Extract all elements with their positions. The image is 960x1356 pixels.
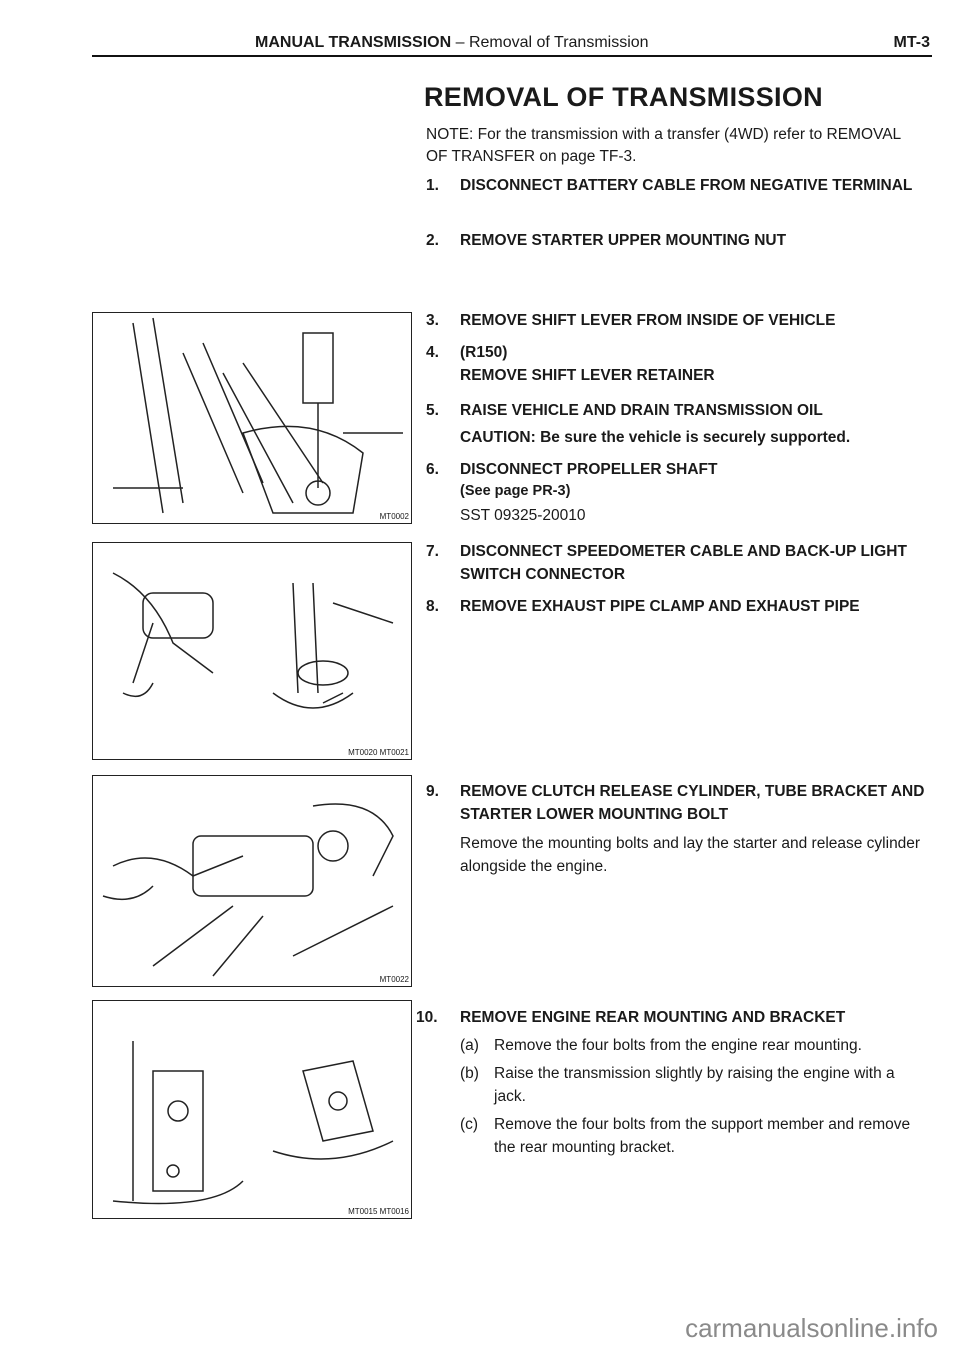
- caution: CAUTION: Be sure the vehicle is securely supported.: [460, 429, 851, 446]
- substep-label: (c): [460, 1116, 479, 1133]
- step-text: DISCONNECT PROPELLER SHAFT: [460, 461, 718, 478]
- step-7: [426, 540, 926, 586]
- substep-text: Remove the four bolts from the engine rear mounting.: [494, 1037, 862, 1054]
- substep-label: (a): [460, 1037, 479, 1054]
- step-text: RAISE VEHICLE AND DRAIN TRANSMISSION OIL: [460, 402, 823, 419]
- substep-b: [460, 1062, 926, 1108]
- note: NOTE: For the transmission with a transfer (4WD) refer to REMOVAL OF TRANSFER on page TF-3.: [426, 126, 901, 165]
- step-4: [426, 341, 926, 387]
- propeller-shaft-illustration: [93, 543, 411, 759]
- step-number: 5.: [426, 402, 439, 419]
- step-paragraph: Remove the mounting bolts and lay the starter and release cylinder alongside the engine.: [460, 835, 921, 875]
- header-rule: [92, 55, 932, 57]
- step-number: 10.: [416, 1009, 438, 1026]
- step-number: 6.: [426, 461, 439, 478]
- running-header: [255, 34, 649, 52]
- step-ref: (See page PR-3): [460, 483, 571, 499]
- figure-caption: MT0015 MT0016: [348, 1207, 409, 1216]
- step-text: DISCONNECT SPEEDOMETER CABLE AND BACK-UP LIGHT SWITCH CONNECTOR: [460, 543, 907, 583]
- step-text: REMOVE EXHAUST PIPE CLAMP AND EXHAUST PIPE: [460, 598, 860, 615]
- sst-number: SST 09325-20010: [460, 507, 586, 524]
- step-text: REMOVE SHIFT LEVER FROM INSIDE OF VEHICLE: [460, 312, 836, 329]
- step-text: DISCONNECT BATTERY CABLE FROM NEGATIVE TERMINAL: [460, 177, 913, 194]
- rear-mounting-illustration: [93, 1001, 411, 1218]
- page-title: REMOVAL OF TRANSMISSION: [424, 82, 823, 112]
- step-3: [426, 309, 926, 332]
- shift-lever-illustration: [93, 313, 411, 523]
- substep-c: [460, 1113, 926, 1159]
- step-number: 3.: [426, 312, 439, 329]
- step-text: REMOVE STARTER UPPER MOUNTING NUT: [460, 232, 787, 249]
- step-6: [426, 458, 926, 527]
- step-number: 1.: [426, 177, 439, 194]
- substep-text: Raise the transmission slightly by raising the engine with a jack.: [494, 1065, 895, 1105]
- step-number: 2.: [426, 232, 439, 249]
- step-8: [426, 595, 926, 618]
- figure-shift-lever: [92, 312, 412, 524]
- step-number: 9.: [426, 783, 439, 800]
- figure-caption: MT0002: [379, 512, 409, 521]
- page-number: MT-3: [893, 34, 930, 51]
- step-number: 7.: [426, 543, 439, 560]
- substep-label: (b): [460, 1065, 479, 1082]
- step-text: REMOVE CLUTCH RELEASE CYLINDER, TUBE BRACKET AND STARTER LOWER MOUNTING BOLT: [460, 783, 925, 823]
- substep-a: [460, 1034, 926, 1057]
- figure-propeller-shaft: [92, 542, 412, 760]
- step-text: (R150): [460, 344, 508, 361]
- step-number: 8.: [426, 598, 439, 615]
- step-text: REMOVE ENGINE REAR MOUNTING AND BRACKET: [460, 1009, 846, 1026]
- figure-caption: MT0022: [379, 975, 409, 984]
- substep-text: Remove the four bolts from the support member and remove the rear mounting bracket.: [494, 1116, 911, 1156]
- step-text: REMOVE SHIFT LEVER RETAINER: [460, 367, 715, 384]
- header-section: MANUAL TRANSMISSION: [255, 34, 452, 51]
- step-5: [426, 399, 926, 449]
- release-cylinder-illustration: [93, 776, 411, 986]
- step-number: 4.: [426, 344, 439, 361]
- step-9: [426, 780, 926, 878]
- step-10: [416, 1006, 926, 1159]
- header-subtitle: – Removal of Transmission: [451, 34, 649, 51]
- step-2: [426, 229, 926, 252]
- watermark: carmanualsonline.info: [685, 1313, 938, 1343]
- figure-release-cylinder: [92, 775, 412, 987]
- figure-rear-mounting: [92, 1000, 412, 1219]
- figure-caption: MT0020 MT0021: [348, 748, 409, 757]
- step-1: [426, 174, 926, 197]
